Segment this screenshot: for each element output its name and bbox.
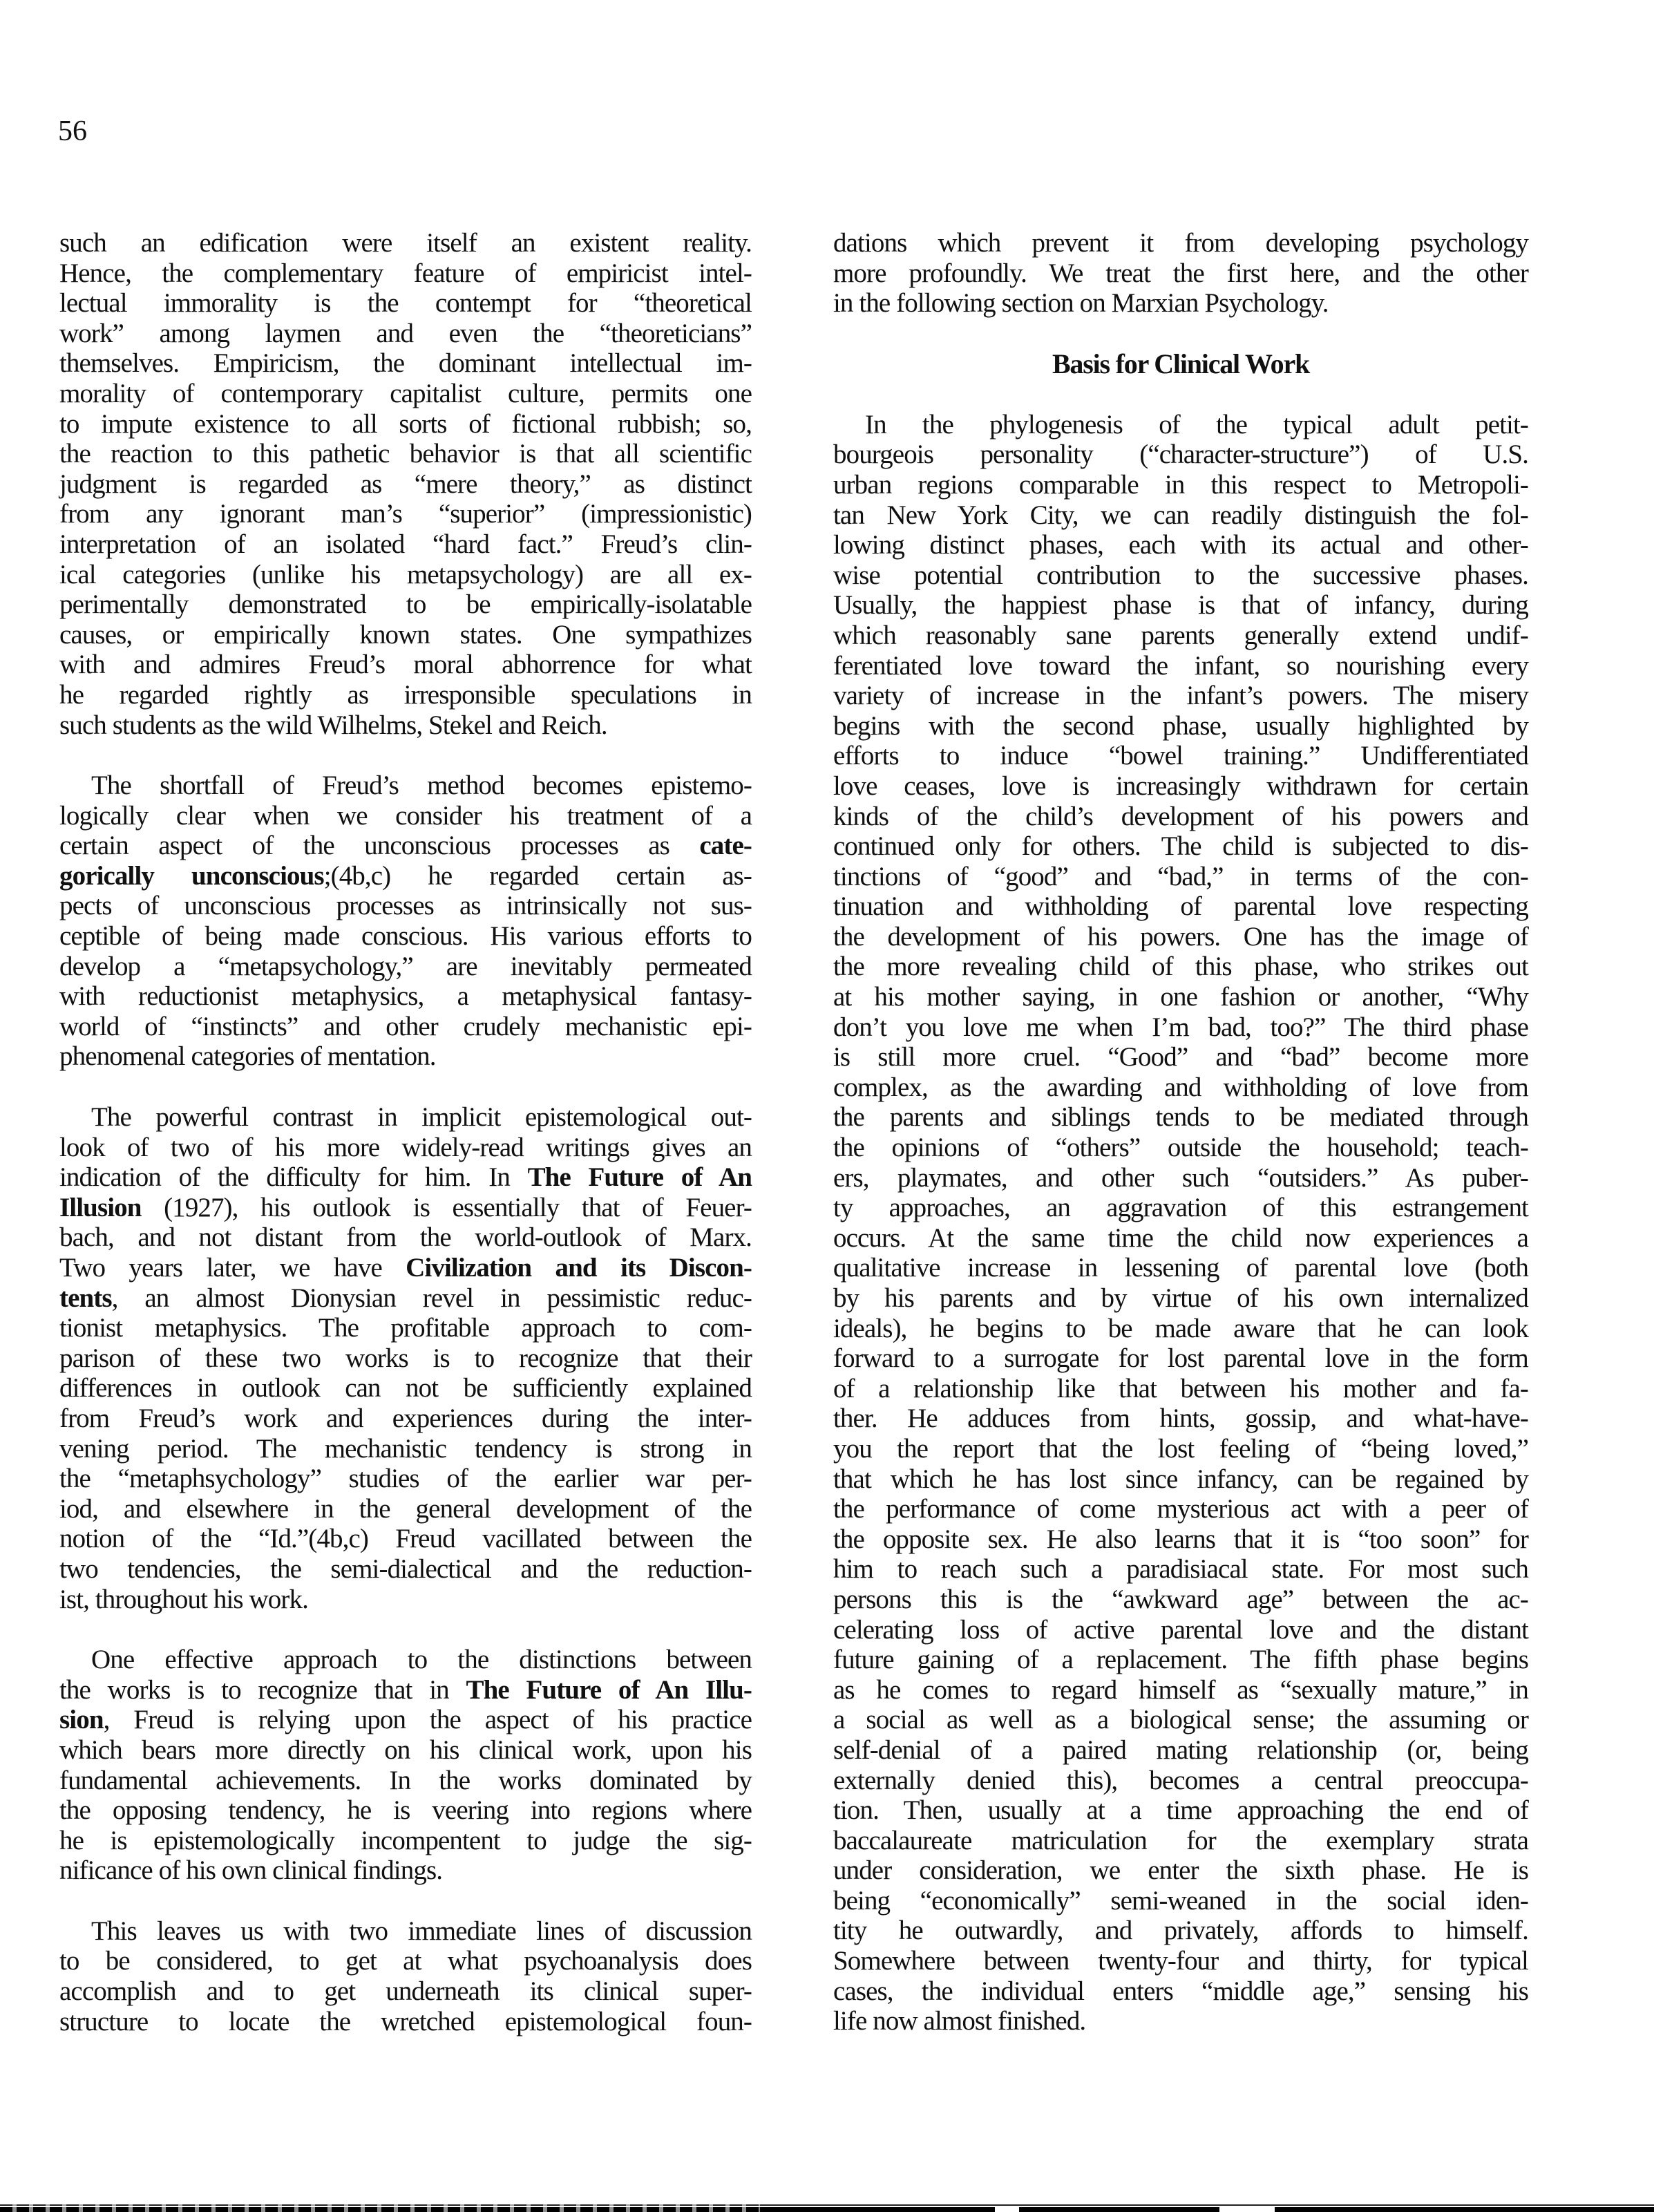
text-line xyxy=(59,1946,752,1976)
text-line xyxy=(833,228,1528,258)
bold-text: cate- xyxy=(699,831,752,861)
text-run: more profoundly. We treat the first here, and the other xyxy=(833,258,1528,288)
text-line xyxy=(59,1795,752,1826)
text-line xyxy=(833,982,1528,1012)
text-line xyxy=(833,1494,1528,1524)
text-run: One effective approach to the distinctions between xyxy=(91,1645,752,1675)
text-line xyxy=(59,1162,752,1193)
paragraph xyxy=(833,410,1528,2036)
text-line xyxy=(59,981,752,1012)
text-line xyxy=(59,1494,752,1524)
text-line xyxy=(59,319,752,349)
text-line xyxy=(833,1585,1528,1615)
section-paragraph xyxy=(833,410,1528,2036)
text-run: The powerful contrast in implicit epistemological out- xyxy=(91,1102,752,1133)
paragraph xyxy=(59,1102,752,1614)
text-line xyxy=(833,922,1528,952)
text-line xyxy=(59,228,752,258)
text-run: bourgeois personality (“character-structure”) of U.S. xyxy=(833,439,1528,470)
text-line xyxy=(833,1314,1528,1344)
text-line xyxy=(833,1554,1528,1585)
text-run: complex, as the awarding and withholding of love from xyxy=(833,1072,1528,1102)
text-line xyxy=(59,891,752,921)
text-line xyxy=(59,1916,752,1947)
text-run: iod, and elsewhere in the general development of the xyxy=(59,1493,752,1524)
text-line xyxy=(833,621,1528,651)
text-line xyxy=(833,651,1528,681)
text-line xyxy=(59,1253,752,1283)
text-run: tinctions of “good” and “bad,” in terms of the con- xyxy=(833,861,1528,891)
text-line xyxy=(59,529,752,560)
text-run: fundamental achievements. In the works dominated by xyxy=(59,1765,752,1795)
text-line xyxy=(59,379,752,409)
text-run: structure to locate the wretched epistemological foun- xyxy=(59,2006,752,2036)
right-column xyxy=(833,228,1528,2036)
text-line xyxy=(833,1042,1528,1072)
text-line xyxy=(59,1283,752,1314)
text-run: Somewhere between twenty-four and thirty, for typical xyxy=(833,1946,1528,1976)
text-run: which bears more directly on his clinical work, upon his xyxy=(59,1734,752,1765)
text-run: love ceases, love is increasingly withdrawn for certain xyxy=(833,771,1528,801)
text-run: the opposite sex. He also learns that it is “too soon” for xyxy=(833,1524,1528,1554)
text-run: he is epistemologically incompentent to judge the sig- xyxy=(59,1825,752,1855)
text-run: look of two of his more widely-read writings gives an xyxy=(59,1132,752,1162)
scan-edge-noise xyxy=(0,2203,760,2212)
text-line xyxy=(59,469,752,500)
text-run: ;(4b,c) he regarded certain as- xyxy=(323,860,752,891)
text-line xyxy=(59,499,752,529)
text-run: tity he outwardly, and privately, affords to himself. xyxy=(833,1916,1528,1946)
text-line xyxy=(59,952,752,982)
text-run: such students as the wild Wilhelms, Stekel and Reich. xyxy=(59,710,607,740)
text-line xyxy=(833,952,1528,982)
text-line xyxy=(833,1615,1528,1645)
text-line xyxy=(833,1886,1528,1916)
text-run: to be considered, to get at what psychoanalysis does xyxy=(59,1946,752,1976)
text-line xyxy=(833,1072,1528,1103)
text-run: Two years later, we have xyxy=(59,1253,406,1283)
text-line xyxy=(833,1253,1528,1283)
text-run: phenomenal categories of mentation. xyxy=(59,1041,436,1072)
text-line xyxy=(59,680,752,710)
bold-text: gorically unconscious xyxy=(59,860,324,891)
text-line xyxy=(833,590,1528,621)
text-run: differences in outlook can not be sufficiently explained xyxy=(59,1373,752,1403)
text-run: which reasonably sane parents generally extend undif- xyxy=(833,620,1528,650)
text-line xyxy=(833,288,1528,319)
paragraph xyxy=(59,771,752,1072)
text-line xyxy=(833,1705,1528,1735)
text-run: under consideration, we enter the sixth phase. He is xyxy=(833,1855,1528,1886)
text-line xyxy=(59,620,752,650)
text-line xyxy=(833,1645,1528,1675)
text-line xyxy=(59,409,752,439)
text-run: begins with the second phase, usually highlighted by xyxy=(833,710,1528,741)
text-line xyxy=(833,711,1528,741)
text-run: the works is to recognize that in xyxy=(59,1674,466,1705)
text-line xyxy=(833,1826,1528,1856)
text-run: cases, the individual enters “middle age,” sensing his xyxy=(833,1976,1528,2006)
bold-text: tents xyxy=(59,1283,112,1313)
text-line xyxy=(833,500,1528,531)
text-run: ceptible of being made conscious. His various efforts to xyxy=(59,921,752,952)
text-run: being “economically” semi-weaned in the social iden- xyxy=(833,1885,1528,1916)
right-lead-paragraph xyxy=(833,228,1528,319)
bold-text: The Future of An Illu- xyxy=(466,1674,752,1705)
text-line xyxy=(59,589,752,620)
text-line xyxy=(59,1554,752,1585)
text-line xyxy=(59,258,752,289)
text-run: the “metaphsychology” studies of the earlier war per- xyxy=(59,1464,752,1494)
text-run: baccalaureate matriculation for the exemplary strata xyxy=(833,1825,1528,1855)
text-run: logically clear when we consider his treatment of a xyxy=(59,800,752,831)
scan-edge-gap xyxy=(1219,2206,1275,2212)
scan-edge-rule xyxy=(0,2203,1654,2212)
text-run: externally denied this), becomes a central preoccupa- xyxy=(833,1765,1528,1795)
text-line xyxy=(59,288,752,319)
text-run: him to reach such a paradisiacal state. For most such xyxy=(833,1554,1528,1585)
text-run: wise potential contribution to the successive phases. xyxy=(833,560,1528,590)
text-run: from Freud’s work and experiences during the inter- xyxy=(59,1403,752,1433)
section-heading: Basis for Clinical Work xyxy=(1052,348,1310,379)
text-run: the opposing tendency, he is veering into regions where xyxy=(59,1795,752,1826)
text-run: a social as well as a biological sense; the assuming or xyxy=(833,1705,1528,1735)
left-column xyxy=(59,228,752,2036)
text-run: develop a “metapsychology,” are inevitably permeated xyxy=(59,951,752,981)
bold-text: The Future of An xyxy=(527,1162,752,1193)
bold-text: Illusion xyxy=(59,1192,142,1222)
text-line xyxy=(833,410,1528,440)
text-line xyxy=(59,1675,752,1705)
text-line xyxy=(59,1133,752,1163)
text-line xyxy=(59,1855,752,1886)
text-run: lowing distinct phases, each with its actual and other- xyxy=(833,530,1528,560)
text-run: the parents and siblings tends to be mediated through xyxy=(833,1102,1528,1133)
text-run: the performance of come mysterious act with a peer of xyxy=(833,1494,1528,1524)
text-line xyxy=(833,1133,1528,1163)
text-line xyxy=(59,771,752,801)
text-run: interpretation of an isolated “hard fact.” Freud’s clin- xyxy=(59,529,752,559)
text-run: tinuation and withholding of parental love respecting xyxy=(833,891,1528,922)
text-run: morality of contemporary capitalist culture, permits one xyxy=(59,378,752,408)
text-run: dations which prevent it from developing psychology xyxy=(833,228,1528,258)
text-run: judgment is regarded as “mere theory,” as distinct xyxy=(59,469,752,499)
text-run: variety of increase in the infant’s powers. The misery xyxy=(833,681,1528,711)
text-line xyxy=(59,1012,752,1042)
text-run: themselves. Empiricism, the dominant intellectual im- xyxy=(59,348,752,379)
text-line xyxy=(59,1645,752,1675)
scan-edge-gap xyxy=(995,2207,1019,2212)
text-run: urban regions comparable in this respect to Metropoli- xyxy=(833,469,1528,500)
text-line xyxy=(833,1916,1528,1946)
text-line xyxy=(833,1946,1528,1976)
text-run: perimentally demonstrated to be empirically-isolatable xyxy=(59,589,752,620)
text-line xyxy=(833,802,1528,832)
paragraph xyxy=(59,1916,752,2036)
text-line xyxy=(59,1705,752,1735)
text-line xyxy=(833,1163,1528,1193)
page-number: 56 xyxy=(58,115,87,147)
text-run: from any ignorant man’s “superior” (impressionistic) xyxy=(59,499,752,529)
text-line xyxy=(833,1464,1528,1495)
text-line xyxy=(833,1102,1528,1133)
text-line xyxy=(833,891,1528,922)
bold-text: Civilization and its Discon- xyxy=(406,1253,752,1283)
text-line xyxy=(833,862,1528,892)
text-line xyxy=(59,1222,752,1253)
text-run: with reductionist metaphysics, a metaphysical fantasy- xyxy=(59,981,752,1012)
text-run: ty approaches, an aggravation of this estrangement xyxy=(833,1193,1528,1223)
text-run: efforts to induce “bowel training.” Undifferentiated xyxy=(833,741,1528,771)
text-line xyxy=(833,681,1528,711)
text-line xyxy=(59,2007,752,2037)
paragraph xyxy=(833,228,1528,319)
text-run: don’t you love me when I’m bad, too?” The third phase xyxy=(833,1012,1528,1042)
text-line xyxy=(59,1735,752,1766)
text-run: celerating loss of active parental love and the distant xyxy=(833,1614,1528,1645)
text-run: the more revealing child of this phase, who strikes out xyxy=(833,952,1528,982)
text-run: vening period. The mechanistic tendency is strong in xyxy=(59,1433,752,1464)
text-line xyxy=(59,1313,752,1343)
text-run: life now almost finished. xyxy=(833,2006,1086,2036)
text-run: , an almost Dionysian revel in pessimistic reduc- xyxy=(111,1283,752,1313)
text-run: Hence, the complementary feature of empiricist intel- xyxy=(59,258,752,288)
text-run: , Freud is relying upon the aspect of his practice xyxy=(103,1705,752,1735)
text-run: to impute existence to all sorts of fictional rubbish; so, xyxy=(59,408,752,439)
text-line xyxy=(833,1795,1528,1826)
text-line xyxy=(59,861,752,891)
text-line xyxy=(59,560,752,590)
paragraph xyxy=(59,1645,752,1886)
text-run: self-denial of a paired mating relationship (or, being xyxy=(833,1734,1528,1765)
text-run: (1927), his outlook is essentially that of Feuer- xyxy=(141,1192,752,1222)
text-run: notion of the “Id.”(4b,c) Freud vacillated between the xyxy=(59,1524,752,1554)
text-line xyxy=(833,1434,1528,1464)
text-line xyxy=(59,710,752,741)
text-line xyxy=(59,1826,752,1856)
text-run: This leaves us with two immediate lines of discussion xyxy=(91,1916,752,1946)
text-run: such an edification were itself an existent reality. xyxy=(59,228,752,258)
text-line xyxy=(833,1283,1528,1314)
text-run: The shortfall of Freud’s method becomes epistemo- xyxy=(91,771,752,801)
text-line xyxy=(59,831,752,861)
text-run: two tendencies, the semi-dialectical and the reduction- xyxy=(59,1553,752,1584)
text-run: Usually, the happiest phase is that of infancy, during xyxy=(833,590,1528,621)
text-line xyxy=(59,650,752,680)
text-run: qualitative increase in lessening of parental love (both xyxy=(833,1253,1528,1283)
text-run: is still more cruel. “Good” and “bad” become more xyxy=(833,1042,1528,1072)
text-run: forward to a surrogate for lost parental love in the form xyxy=(833,1343,1528,1374)
text-line xyxy=(833,1735,1528,1766)
text-run: at his mother saying, in one fashion or another, “Why xyxy=(833,982,1528,1012)
text-run: ist, throughout his work. xyxy=(59,1584,308,1614)
text-run: with and admires Freud’s moral abhorrence for what xyxy=(59,650,752,680)
text-line xyxy=(833,1855,1528,1886)
text-line xyxy=(833,2006,1528,2036)
text-run: nificance of his own clinical findings. xyxy=(59,1855,443,1886)
text-run: the opinions of “others” outside the household; teach- xyxy=(833,1133,1528,1163)
text-run: by his parents and by virtue of his own internalized xyxy=(833,1283,1528,1313)
text-run: tion. Then, usually at a time approaching the end of xyxy=(833,1795,1528,1826)
text-run: causes, or empirically known states. One sympathizes xyxy=(59,619,752,650)
text-line xyxy=(59,1524,752,1554)
text-line xyxy=(59,348,752,379)
text-line xyxy=(833,771,1528,802)
text-line xyxy=(59,1041,752,1072)
text-line xyxy=(833,1766,1528,1796)
text-run: that which he has lost since infancy, can be regained by xyxy=(833,1464,1528,1494)
text-line xyxy=(833,560,1528,591)
text-run: tionist metaphysics. The profitable approach to com- xyxy=(59,1313,752,1343)
text-run: bach, and not distant from the world-outlook of Marx. xyxy=(59,1222,752,1253)
text-run: occurs. At the same time the child now experiences a xyxy=(833,1222,1528,1253)
text-line xyxy=(833,1343,1528,1374)
text-run: the development of his powers. One has the image of xyxy=(833,921,1528,952)
text-line xyxy=(59,1343,752,1374)
text-line xyxy=(833,1223,1528,1254)
text-run: accomplish and to get underneath its clinical super- xyxy=(59,1976,752,2007)
text-line xyxy=(833,1675,1528,1705)
text-run: the reaction to this pathetic behavior is that all scientific xyxy=(59,439,752,469)
text-run: ferentiated love toward the infant, so nourishing every xyxy=(833,650,1528,681)
text-line xyxy=(833,1403,1528,1434)
text-run: of a relationship like that between his mother and fa- xyxy=(833,1373,1528,1403)
text-line xyxy=(833,530,1528,560)
text-run: you the report that the lost feeling of “being loved,” xyxy=(833,1433,1528,1464)
text-line xyxy=(833,741,1528,771)
text-run: continued only for others. The child is subjected to dis- xyxy=(833,831,1528,862)
text-run: In the phylogenesis of the typical adult petit- xyxy=(865,409,1528,439)
text-run: parison of these two works is to recognize that their xyxy=(59,1343,752,1373)
text-run: ers, playmates, and other such “outsiders.” As puber- xyxy=(833,1162,1528,1193)
text-line xyxy=(833,1976,1528,2007)
text-line xyxy=(59,1193,752,1223)
text-run: lectual immorality is the contempt for “theoretical xyxy=(59,288,752,319)
bold-text: sion xyxy=(59,1705,104,1735)
text-line xyxy=(59,1373,752,1403)
text-run: as he comes to regard himself as “sexually mature,” in xyxy=(833,1674,1528,1705)
text-line xyxy=(59,1102,752,1133)
text-line xyxy=(59,921,752,952)
text-line xyxy=(59,1766,752,1796)
text-run: work” among laymen and even the “theoreticians” xyxy=(59,318,752,348)
text-line xyxy=(59,1434,752,1464)
text-line xyxy=(833,470,1528,500)
text-line xyxy=(59,1403,752,1434)
text-run: kinds of the child’s development of his powers and xyxy=(833,801,1528,831)
text-run: future gaining of a replacement. The fifth phase begins xyxy=(833,1645,1528,1675)
text-run: pects of unconscious processes as intrinsically not sus- xyxy=(59,891,752,921)
paragraph xyxy=(59,228,752,740)
text-run: in the following section on Marxian Psychology. xyxy=(833,288,1329,319)
text-line xyxy=(59,801,752,831)
text-run: ideals), he begins to be made aware that he can look xyxy=(833,1313,1528,1343)
text-line xyxy=(59,1976,752,2007)
text-line xyxy=(833,1012,1528,1043)
text-line xyxy=(833,831,1528,862)
text-run: certain aspect of the unconscious processes as xyxy=(59,831,700,861)
text-line xyxy=(833,1193,1528,1223)
text-run: world of “instincts” and other crudely mechanistic epi- xyxy=(59,1011,752,1041)
text-run: ical categories (unlike his metapsychology) are all ex- xyxy=(59,559,752,589)
text-line xyxy=(59,439,752,469)
text-line xyxy=(833,258,1528,289)
text-line xyxy=(833,1374,1528,1404)
text-run: indication of the difficulty for him. In xyxy=(59,1162,528,1193)
text-line xyxy=(833,439,1528,470)
text-run: ther. He adduces from hints, gossip, and what-have- xyxy=(833,1403,1528,1434)
text-run: he regarded rightly as irresponsible speculations in xyxy=(59,679,752,710)
text-line xyxy=(59,1585,752,1615)
text-run: persons this is the “awkward age” between the ac- xyxy=(833,1584,1528,1614)
text-line xyxy=(833,1524,1528,1555)
text-line xyxy=(59,1464,752,1494)
text-run: tan New York City, we can readily distinguish the fol- xyxy=(833,500,1528,530)
